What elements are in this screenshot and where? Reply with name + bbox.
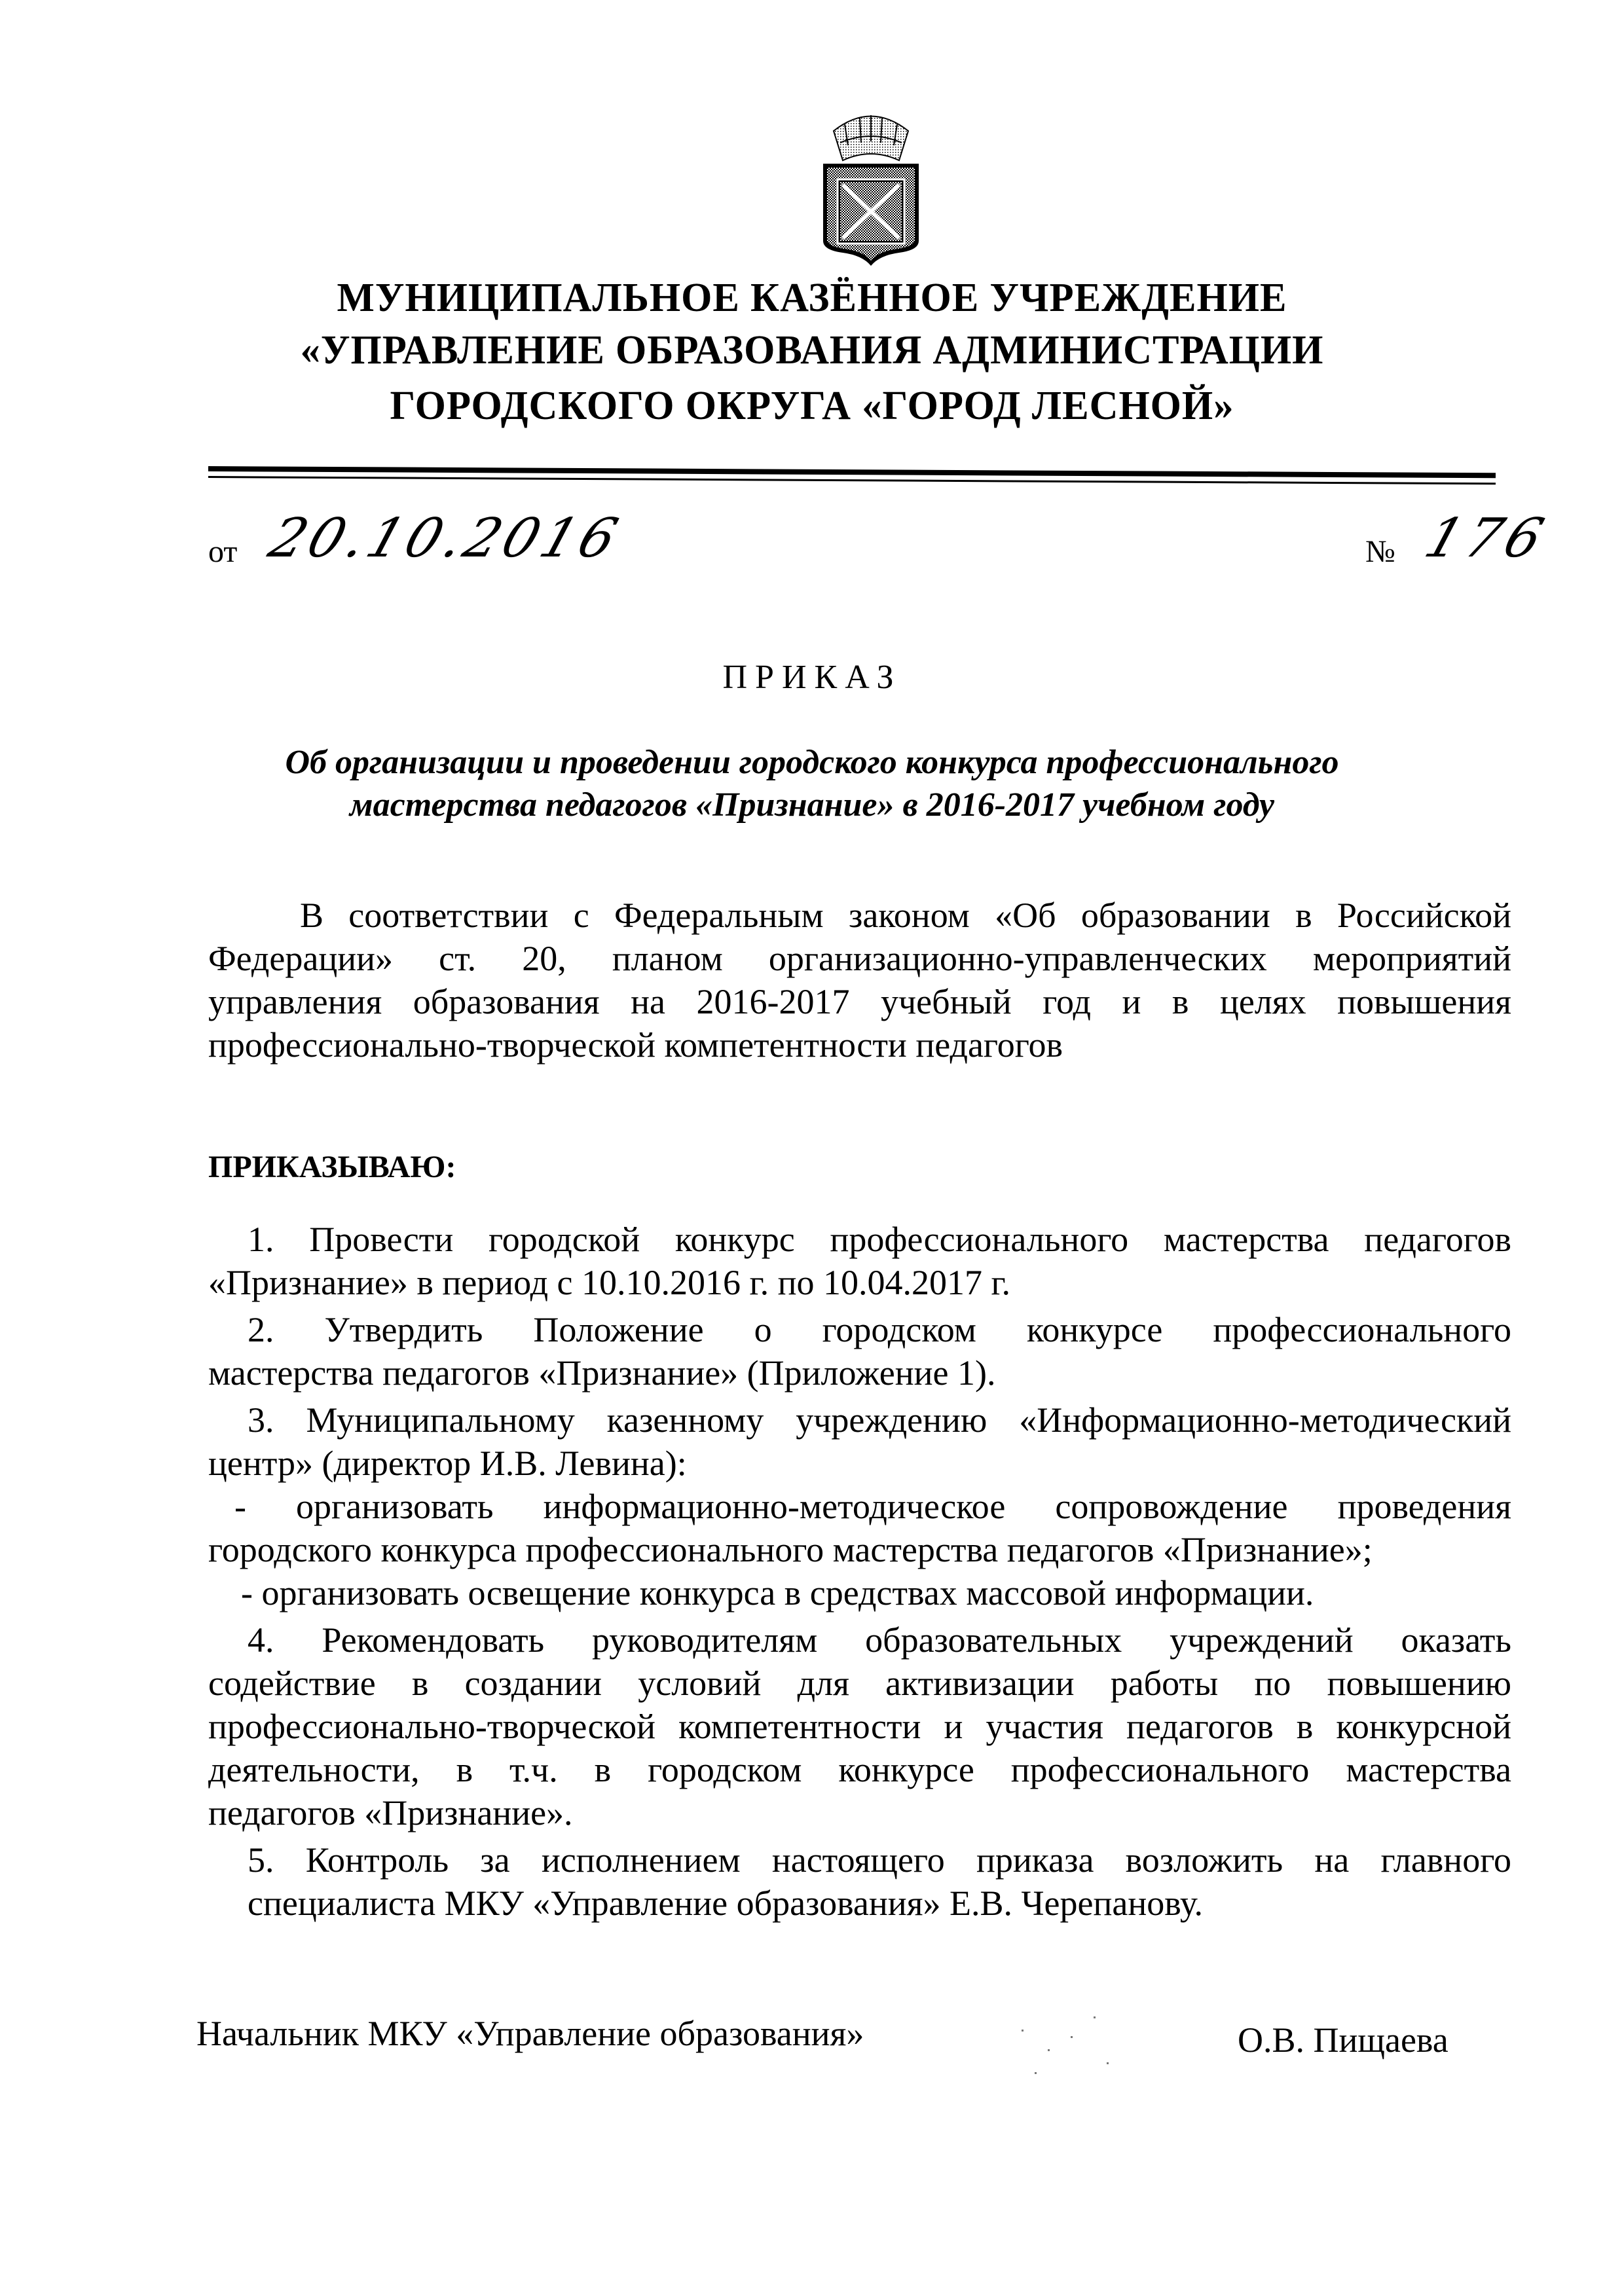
item-line: «Признание» в период с 10.10.2016 г. по 10.04.2017 г.: [208, 1263, 1011, 1302]
organization-name-line-2: «УПРАВЛЕНИЕ ОБРАЗОВАНИЯ АДМИНИСТРАЦИИ: [300, 328, 1324, 373]
order-item-2: [208, 1308, 1511, 1394]
item-line: центр» (директор И.В. Левина):: [208, 1444, 687, 1483]
order-directive-heading: ПРИКАЗЫВАЮ:: [208, 1150, 456, 1184]
order-item-3: [208, 1398, 1511, 1614]
date-label: от: [208, 534, 238, 569]
item-line: мастерства педагогов «Признание» (Приложение 1).: [208, 1353, 996, 1393]
preamble-line: управления образования на 2016-2017 учебный год и в целях повышения: [208, 982, 1511, 1021]
number-label: №: [1365, 534, 1395, 569]
item-line: специалиста МКУ «Управление образования» Е.В. Черепанову.: [248, 1884, 1204, 1923]
preamble-line: Федерации» ст. 20, планом организационно-управленческих мероприятий: [208, 939, 1511, 978]
item-line: педагогов «Признание».: [208, 1793, 573, 1832]
signatory-name: О.В. Пищаева: [1238, 2020, 1449, 2060]
handwritten-date: 20.10.2016: [261, 507, 629, 570]
handwritten-order-number: 176: [1417, 507, 1556, 570]
item-subline: - организовать информационно-методическое сопровождение проведения: [234, 1487, 1511, 1526]
organization-name-line-1: МУНИЦИПАЛЬНОЕ КАЗЁННОЕ УЧРЕЖДЕНИЕ: [337, 276, 1287, 320]
preamble-line: В соответствии с Федеральным законом «Об образовании в Российской: [300, 896, 1511, 935]
item-line: 4. Рекомендовать руководителям образовательных учреждений оказать: [248, 1620, 1511, 1660]
subject-line-1: Об организации и проведении городского конкурса профессионального: [285, 744, 1339, 781]
item-line: 5. Контроль за исполнением настоящего приказа возложить на главного: [248, 1840, 1511, 1880]
item-line: городского конкурса профессионального мастерства педагогов «Признание»;: [208, 1530, 1373, 1569]
order-items-list: [208, 1218, 1511, 1925]
subject-line-2: мастерства педагогов «Признание» в 2016-2017 учебном году: [350, 786, 1274, 824]
preamble-paragraph: [208, 894, 1511, 1066]
city-coat-of-arms-icon: [822, 105, 920, 267]
item-line: деятельности, в т.ч. в городском конкурсе профессионального мастерства: [208, 1750, 1511, 1789]
order-item-5: [208, 1838, 1511, 1925]
order-item-4: [208, 1618, 1511, 1834]
item-line: 3. Муниципальному казенному учреждению «Информационно-методический: [248, 1400, 1511, 1440]
item-line: 1. Провести городской конкурс профессионального мастерства педагогов: [248, 1220, 1511, 1259]
item-line: 2. Утвердить Положение о городском конкурсе профессионального: [248, 1310, 1511, 1349]
item-subline: - организовать освещение конкурса в средствах массовой информации.: [241, 1573, 1314, 1613]
signature-mark: [1008, 2003, 1153, 2082]
document-type-title: ПРИКАЗ: [722, 659, 902, 696]
header-divider-thin: [208, 476, 1496, 484]
item-line: профессионально-творческой компетентности и участия педагогов в конкурсной: [208, 1707, 1511, 1746]
preamble-line: профессионально-творческой компетентности педагогов: [208, 1025, 1063, 1065]
order-item-1: [208, 1218, 1511, 1304]
signatory-position: Начальник МКУ «Управление образования»: [196, 2014, 864, 2053]
organization-name-line-3: ГОРОДСКОГО ОКРУГА «ГОРОД ЛЕСНОЙ»: [390, 384, 1234, 428]
item-line: содействие в создании условий для активизации работы по повышению: [208, 1664, 1511, 1703]
